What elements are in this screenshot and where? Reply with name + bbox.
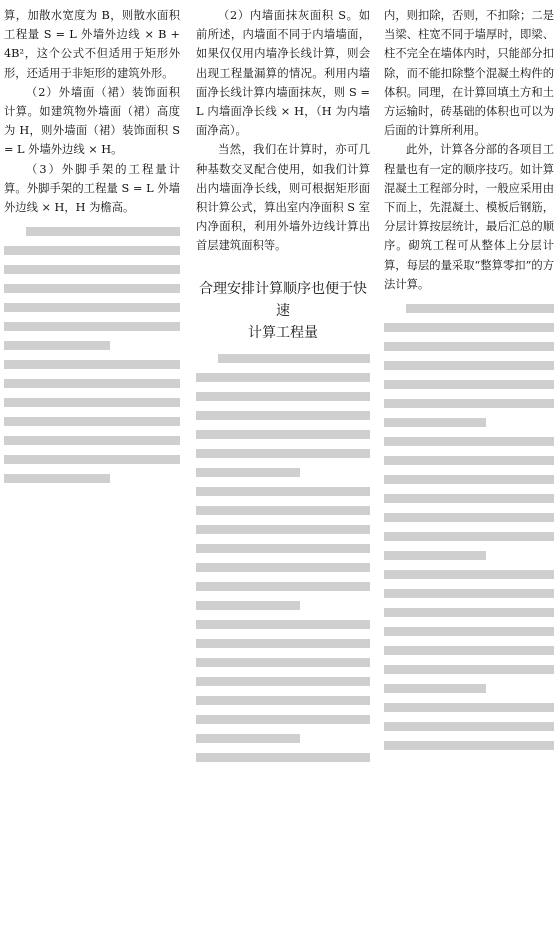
illegible-text-line [196,753,370,762]
illegible-text-line [196,601,300,610]
illegible-text-line [384,399,554,408]
middle-column [196,6,370,768]
illegible-text-line [4,265,180,274]
illegible-text-line [196,411,370,420]
illegible-text-line [196,525,370,534]
illegible-text-line [4,284,180,293]
illegible-text-line [196,487,370,496]
illegible-text-line [384,361,554,370]
illegible-text-line [384,627,554,636]
illegible-text-line [196,544,370,553]
illegible-text-line [196,430,370,439]
illegible-text-line [196,639,370,648]
illegible-text-line [218,354,370,363]
illegible-text-block [4,227,180,483]
illegible-text-line [384,323,554,332]
illegible-text-line [4,417,180,426]
illegible-text-line [384,646,554,655]
illegible-text-line [26,227,180,236]
paragraph: 算，加散水宽度为 B，则散水面积工程量 S = L 外墙外边线 × B + 4B²，这个公式不但适用于矩形外形，还适用于非矩形的建筑外形。 [4,9,180,80]
illegible-text-line [384,475,554,484]
illegible-text-line [384,513,554,522]
illegible-text-line [384,380,554,389]
paragraph: 此外，计算各分部的各项目工程量也有一定的顺序技巧。如计算混凝土工程部分时，一般应采用由下而上，先混凝土、模板后钢筋，分层计算按层统计，最后汇总的顺序。砌筑工程可从整体上分层计算，每层的量采取“整算零扣”的方法计算。 [384,143,554,291]
illegible-text-line [384,418,486,427]
illegible-text-line [196,677,370,686]
illegible-text-line [196,734,300,743]
illegible-text-line [384,456,554,465]
illegible-text-line [196,449,370,458]
illegible-text-line [384,570,554,579]
illegible-text-line [196,658,370,667]
heading-line: 计算工程量 [248,324,318,341]
illegible-text-line [384,741,554,750]
illegible-text-line [4,322,180,331]
illegible-text-block [196,354,370,762]
section-heading [196,278,370,344]
illegible-text-line [384,665,554,674]
illegible-text-line [196,392,370,401]
paragraph: （2）内墙面抹灰面积 S。如前所述，内墙面不同于内墙墙面，如果仅仅用内墙净长线计算，则会出现工程量漏算的情况。利用内墙面净长线计算内墙面抹灰，则 S = L 内墙面净长线 × H，（H 为内墙面净高）。 [196,9,370,138]
illegible-text-line [4,303,180,312]
illegible-text-line [4,360,180,369]
illegible-text-line [406,304,554,313]
illegible-text-line [384,437,554,446]
paragraph: （2）外墙面（裙）装饰面积计算。如建筑物外墙面（裙）高度为 H，则外墙面（裙）装饰面积 S = L 外墙外边线 × H。 [4,85,180,157]
illegible-text-line [196,582,370,591]
illegible-text-line [196,696,370,705]
illegible-text-line [4,341,110,350]
left-column [4,6,180,489]
illegible-text-line [384,722,554,731]
illegible-text-line [384,551,486,560]
paragraph: （3）外脚手架的工程量计算。外脚手架的工程量 S = L 外墙外边线 × H，H 为檐高。 [4,162,180,215]
illegible-text-line [384,608,554,617]
illegible-text-line [384,589,554,598]
illegible-text-line [4,455,180,464]
illegible-text-line [384,342,554,351]
illegible-text-line [196,468,300,477]
heading-line: 合理安排计算顺序也便于快速 [199,280,367,319]
illegible-text-line [384,532,554,541]
illegible-text-line [196,373,370,382]
illegible-text-line [384,703,554,712]
illegible-text-line [196,620,370,629]
paragraph: 内，则扣除，否则，不扣除；二是当梁、柱宽不同于墙厚时，即梁、柱不完全在墙体内时，只能部分扣除，而不能扣除整个混凝土构件的体积。同理，在计算回填土方和土方运输时，砖基础的体积也可以为后面的计算所利用。 [384,9,554,138]
right-column [384,6,554,756]
illegible-text-line [4,436,180,445]
paragraph: 当然，我们在计算时，亦可几种基数交叉配合使用，如我们计算出内墙面净长线，则可根据矩形面积计算公式，算出室内净面积 S 室内净面积，利用外墙外边线计算出首层建筑面积等。 [196,143,370,253]
illegible-text-line [4,246,180,255]
illegible-text-block [384,304,554,750]
illegible-text-line [196,563,370,572]
illegible-text-line [4,379,180,388]
illegible-text-line [4,398,180,407]
illegible-text-line [4,474,110,483]
illegible-text-line [384,494,554,503]
illegible-text-line [384,684,486,693]
illegible-text-line [196,715,370,724]
illegible-text-line [196,506,370,515]
